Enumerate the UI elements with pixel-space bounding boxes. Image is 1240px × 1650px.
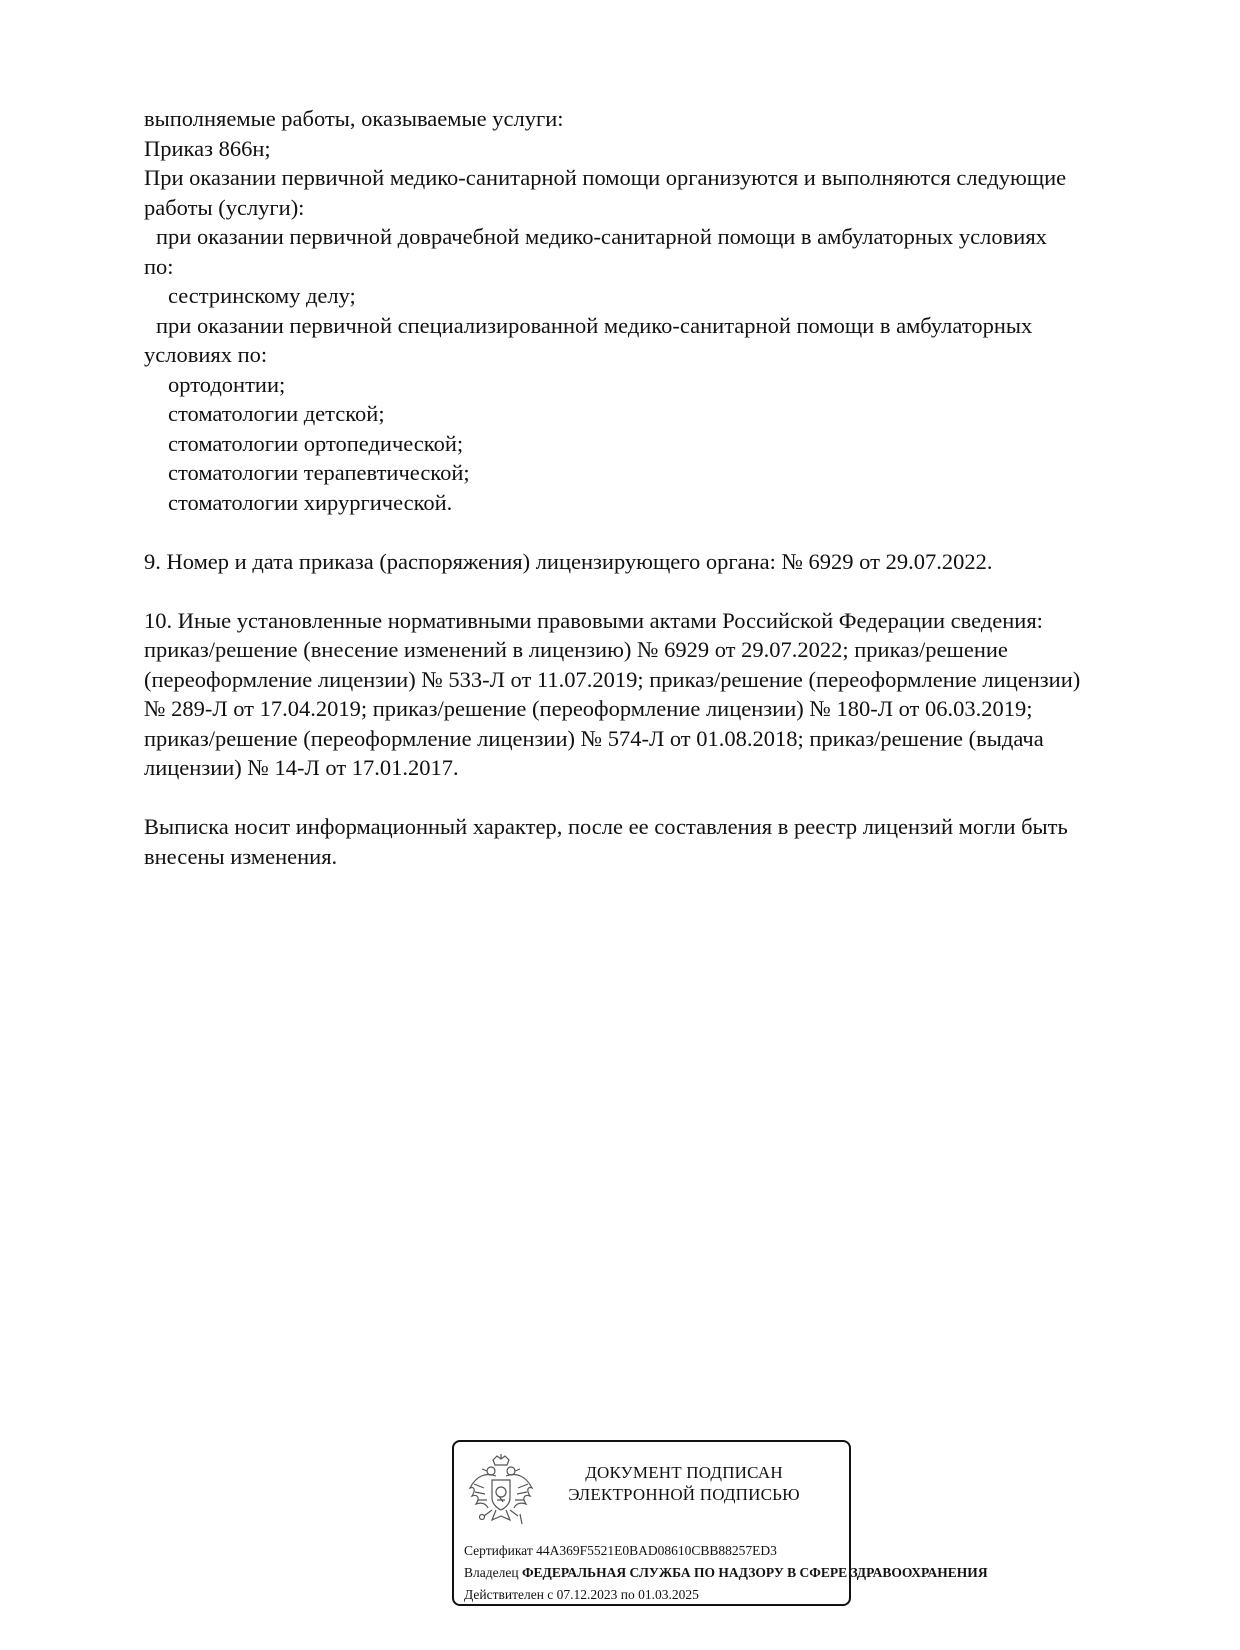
text-line: условиях по: [144, 342, 268, 367]
item-10-line: 10. Иные установленные нормативными правовыми актами Российской Федерации сведения: [144, 607, 1043, 633]
service-item: стоматологии ортопедической; [168, 430, 464, 456]
service-item: стоматологии детской; [168, 401, 385, 426]
owner-value: ФЕДЕРАЛЬНАЯ СЛУЖБА ПО НАДЗОРУ В СФЕРЕ ЗДРАВООХРАНЕНИЯ [521, 1565, 988, 1580]
electronic-signature-stamp [452, 1440, 988, 1606]
spacer [144, 576, 1164, 606]
text-line: выполняемые работы, оказываемые услуги: [144, 106, 564, 131]
document-body [144, 104, 1164, 871]
item-10-line: приказ/решение (внесение изменений в лицензию) № 6929 от 29.07.2022; приказ/решение [144, 637, 1008, 662]
spacer [144, 783, 1164, 813]
text-line: При оказании первичной медико-санитарной помощи организуются и выполняются следующие [144, 165, 1067, 190]
text-line: при оказании первичной специализированной медико-санитарной помощи в амбулаторных [156, 312, 1033, 338]
certificate-label: Сертификат [464, 1543, 533, 1558]
service-item: ортодонтии; [168, 371, 286, 397]
disclaimer-line: внесены изменения. [144, 843, 338, 869]
item-10-line: лицензии) № 14-Л от 17.01.2017. [144, 755, 459, 780]
stamp-details [464, 1540, 988, 1606]
service-item: стоматологии хирургической. [168, 489, 453, 515]
spacer [144, 517, 1164, 547]
text-line: при оказании первичной доврачебной медико-санитарной помощи в амбулаторных условиях [156, 224, 1047, 249]
service-item: сестринскому делу; [168, 283, 356, 308]
validity-period: Действителен с 07.12.2023 по 01.03.2025 [464, 1587, 699, 1602]
disclaimer-line: Выписка носит информационный характер, после ее составления в реестр лицензий могли быть [144, 814, 1068, 839]
certificate-row [464, 1540, 884, 1562]
text-line: Приказ 866н; [144, 135, 271, 161]
stamp-title-line: ЭЛЕКТРОННОЙ ПОДПИСЬЮ [568, 1485, 800, 1504]
item-10-line: (переоформление лицензии) № 533-Л от 11.07.2019; приказ/решение (переоформление лицензии) [144, 666, 1081, 692]
item-10-line: приказ/решение (переоформление лицензии) № 574-Л от 01.08.2018; приказ/решение (выдача [144, 725, 1044, 751]
service-item: стоматологии терапевтической; [168, 460, 470, 485]
item-9-order-number: 9. Номер и дата приказа (распоряжения) лицензирующего органа: № 6929 от 29.07.2022. [144, 548, 993, 574]
stamp-title [564, 1462, 804, 1506]
text-line: работы (услуги): [144, 194, 305, 220]
russian-coat-of-arms-icon [466, 1454, 536, 1532]
text-line: по: [144, 253, 174, 279]
item-10-line: № 289-Л от 17.04.2019; приказ/решение (переоформление лицензии) № 180-Л от 06.03.2019; [144, 696, 1033, 721]
owner-row [464, 1562, 988, 1584]
stamp-title-line: ДОКУМЕНТ ПОДПИСАН [585, 1463, 783, 1482]
owner-label: Владелец [464, 1565, 519, 1580]
certificate-value: 44A369F5521E0BAD08610CBB88257ED3 [536, 1543, 777, 1558]
